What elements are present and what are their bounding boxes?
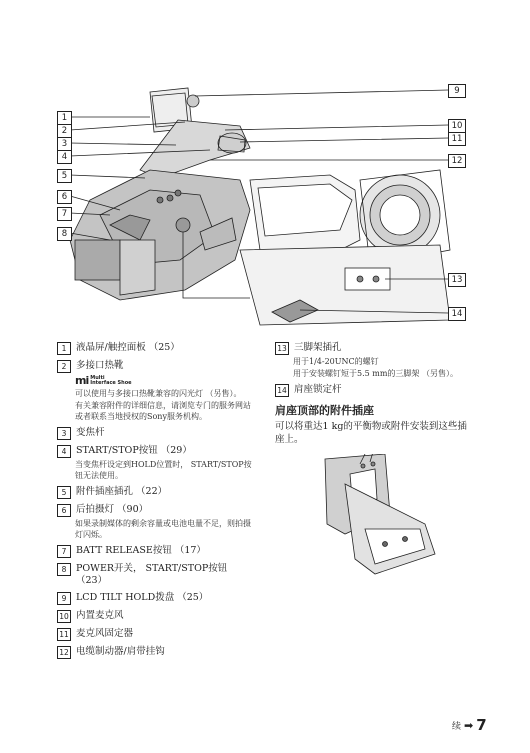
item-label: 电缆制动器/肩带挂钩 bbox=[76, 646, 165, 657]
list-item bbox=[57, 504, 255, 517]
section-body: 可以将重达1 kg的平衡物或附件安装到这些插座上。 bbox=[275, 421, 467, 445]
list-item bbox=[57, 445, 255, 458]
camera-illustration bbox=[0, 0, 530, 330]
shoulder-pad-illustration bbox=[315, 454, 465, 584]
list-item bbox=[57, 592, 255, 605]
section-heading: 肩座顶部的附件插座 bbox=[275, 404, 374, 417]
item-number: 11 bbox=[57, 628, 71, 641]
list-item bbox=[57, 646, 255, 659]
continued-label: 续 bbox=[452, 721, 462, 732]
item-label: POWER开关， START/STOP按钮 （23） bbox=[76, 563, 228, 586]
note-shoe-2: 有关兼容附件的详细信息，请浏览专门的服务网站或者联系当地授权的Sony服务机构。 bbox=[75, 401, 251, 421]
list-item bbox=[57, 628, 255, 641]
item-label: START/STOP按钮 （29） bbox=[76, 445, 192, 456]
item-number: 4 bbox=[57, 445, 71, 458]
list-item bbox=[275, 342, 475, 355]
list-item bbox=[57, 545, 255, 558]
callout-7: 7 bbox=[57, 207, 72, 221]
list-item bbox=[57, 610, 255, 623]
item-label: LCD TILT HOLD拨盘 （25） bbox=[76, 592, 209, 603]
item-label: 内置麦克风 bbox=[76, 610, 124, 621]
item-number: 6 bbox=[57, 504, 71, 517]
item-label: 变焦杆 bbox=[76, 427, 105, 438]
callout-13: 13 bbox=[448, 273, 466, 287]
note-shoe-1: 可以使用与多接口热靴兼容的闪光灯 （另售）。 bbox=[75, 389, 242, 398]
item-label: 麦克风固定器 bbox=[76, 628, 134, 639]
note-tripod-2: 用于安装螺钉短于5.5 mm的三脚架 （另售）。 bbox=[293, 369, 458, 378]
item-label: 三脚架插孔 bbox=[294, 342, 342, 353]
right-column bbox=[275, 342, 475, 588]
item-label: 附件插座插孔 （22） bbox=[76, 486, 168, 497]
callout-2: 2 bbox=[57, 124, 72, 138]
item-number: 10 bbox=[57, 610, 71, 623]
item-label: 后拍摄灯 （90） bbox=[76, 504, 149, 515]
list-item bbox=[57, 563, 255, 587]
item-label: 液晶屏/触控面板 （25） bbox=[76, 342, 180, 353]
item-number: 13 bbox=[275, 342, 289, 355]
item-number: 7 bbox=[57, 545, 71, 558]
callout-5: 5 bbox=[57, 169, 72, 183]
mi-line-2: Interface Shoe bbox=[90, 380, 132, 386]
page-number: 7 bbox=[476, 716, 487, 734]
list-item bbox=[57, 360, 255, 373]
callout-8: 8 bbox=[57, 227, 72, 241]
item-number: 14 bbox=[275, 384, 289, 397]
mi-line-1: Multi bbox=[90, 375, 105, 381]
list-item bbox=[57, 342, 255, 355]
item-number: 1 bbox=[57, 342, 71, 355]
item-label: BATT RELEASE按钮 （17） bbox=[76, 545, 206, 556]
item-number: 3 bbox=[57, 427, 71, 440]
list-item bbox=[57, 486, 255, 499]
callout-12: 12 bbox=[448, 154, 466, 168]
callout-11: 11 bbox=[448, 132, 466, 146]
callout-3: 3 bbox=[57, 137, 72, 151]
multi-interface-shoe-logo bbox=[75, 375, 255, 387]
callout-6: 6 bbox=[57, 190, 72, 204]
note-tripod-1: 用于1/4-20UNC的螺钉 bbox=[293, 357, 379, 366]
mi-mark: mi bbox=[75, 374, 89, 387]
page-footer bbox=[452, 716, 487, 734]
note-rear-light: 如果录制媒体的剩余容量或电池电量不足，则拍摄灯闪烁。 bbox=[75, 519, 251, 539]
item-label: 多接口热靴 bbox=[76, 360, 124, 371]
callout-14: 14 bbox=[448, 307, 466, 321]
left-column bbox=[57, 342, 255, 664]
item-number: 9 bbox=[57, 592, 71, 605]
callout-10: 10 bbox=[448, 119, 466, 133]
item-label: 肩座锁定杆 bbox=[294, 384, 342, 395]
callout-9: 9 bbox=[448, 84, 466, 98]
callout-4: 4 bbox=[57, 150, 72, 164]
list-item bbox=[57, 427, 255, 440]
item-number: 5 bbox=[57, 486, 71, 499]
note-startstop: 当变焦杆设定到HOLD位置时， START/STOP按钮无法使用。 bbox=[75, 460, 252, 480]
callout-1: 1 bbox=[57, 111, 72, 125]
list-item bbox=[275, 384, 475, 397]
item-number: 8 bbox=[57, 563, 71, 576]
arrow-right-icon: ➡ bbox=[464, 718, 474, 732]
item-number: 12 bbox=[57, 646, 71, 659]
item-number: 2 bbox=[57, 360, 71, 373]
